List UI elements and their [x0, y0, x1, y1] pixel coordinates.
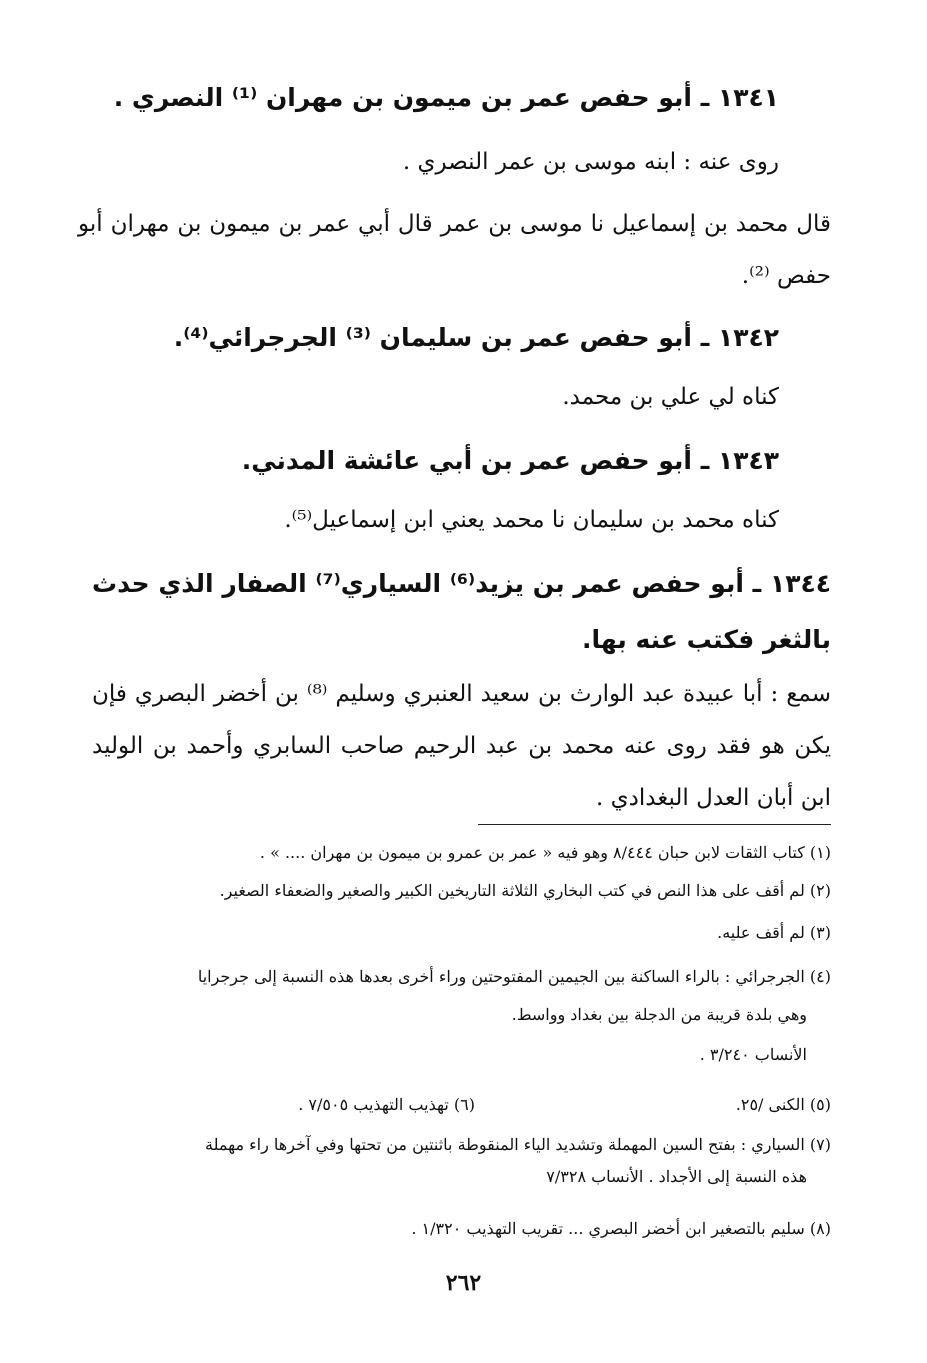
entry-paragraph: سمع : أبا عبيدة عبد الوارث بن سعيد العنبري وسليم ⁽⁸⁾ بن أخضر البصري فإن يكن هو فقد روى عنه محمد بن عبد الرحيم صاحب السابري وأحمد بن الوليد ابن أبان العدل البغدادي .	[92, 681, 832, 811]
footnote-4-reference: الأنساب ٣/٢٤٠ .	[699, 1045, 807, 1064]
entry-paragraph: كناه محمد بن سليمان نا محمد يعني ابن إسماعيل⁽⁵⁾.	[284, 507, 779, 533]
entry-title-1342: ١٣٤٢ ـ أبو حفص عمر بن سليمان ⁽³⁾ الجرجرائي⁽⁴⁾.	[173, 323, 779, 352]
footnote-divider	[478, 824, 831, 825]
footnote-2: (٢) لم أقف على هذا النص في كتب البخاري الثلاثة التاريخين الكبير والصغير والضعفاء الصغير.	[219, 881, 831, 900]
page-number: ٢٦٢	[445, 1270, 482, 1296]
footnote-3: (٣) لم أقف عليه.	[717, 923, 831, 942]
footnote-4-continued: وهي بلدة قريبة من الدجلة بين بغداد وواسط.	[511, 1005, 807, 1024]
entry-paragraph: قال محمد بن إسماعيل نا موسى بن عمر قال أبي عمر بن ميمون بن مهران أبو حفص ⁽²⁾.	[78, 211, 831, 289]
entry-title-1343: ١٣٤٣ ـ أبو حفص عمر بن أبي عائشة المدني.	[241, 446, 779, 475]
entry-title-1341: ١٣٤١ ـ أبو حفص عمر بن ميمون بن مهران ⁽¹⁾ النصري .	[113, 83, 779, 112]
footnote-7-continued: هذه النسبة إلى الأجداد . الأنساب ٧/٣٢٨	[546, 1167, 807, 1186]
entry-paragraph: روى عنه : ابنه موسى بن عمر النصري .	[402, 149, 779, 175]
entry-title-1344: ١٣٤٤ ـ أبو حفص عمر بن يزيد⁽⁶⁾ السياري⁽⁷⁾ الصفار الذي حدث بالثغر فكتب عنه بها.	[92, 569, 831, 654]
footnote-6: (٦) تهذيب التهذيب ٧/٥٠٥ .	[298, 1095, 475, 1114]
footnote-5: (٥) الكنى /٢٥.	[735, 1095, 831, 1114]
footnote-4: (٤) الجرجرائي : بالراء الساكنة بين الجيمين المفتوحتين وراء أخرى بعدها هذه النسبة إلى جرجرايا	[197, 967, 831, 986]
footnote-7: (٧) السياري : بفتح السين المهملة وتشديد الياء المنقوطة باثنتين من تحتها وفي آخرها راء مهملة	[204, 1135, 831, 1154]
footnote-8: (٨) سليم بالتصغير ابن أخضر البصري ... تقريب التهذيب ١/٣٢٠ .	[411, 1219, 831, 1238]
footnote-1: (١) كتاب الثقات لابن حبان ٨/٤٤٤ وهو فيه « عمر بن عمرو بن ميمون بن مهران .... » .	[259, 843, 831, 862]
entry-paragraph: كناه لي علي بن محمد.	[562, 384, 779, 410]
